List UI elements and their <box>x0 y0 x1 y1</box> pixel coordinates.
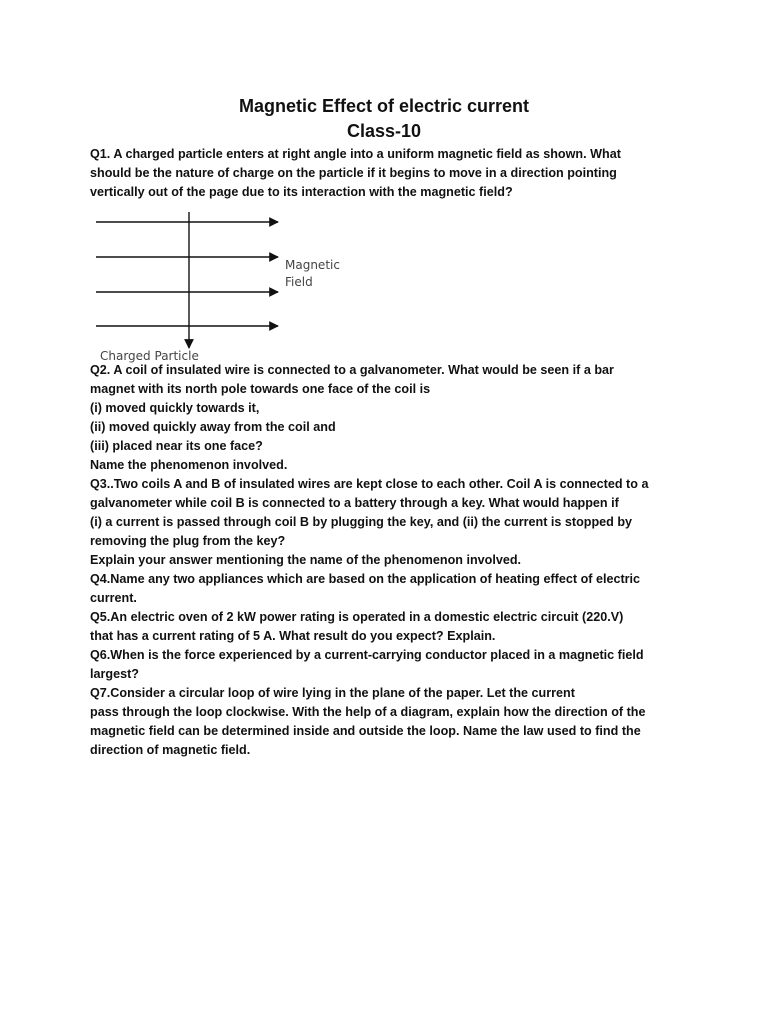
question-6-line: Q6.When is the force experienced by a current-carrying conductor placed in a magnetic field <box>90 648 644 662</box>
question-5-line: that has a current rating of 5 A. What result do you expect? Explain. <box>90 629 496 643</box>
question-3-line: Q3..Two coils A and B of insulated wires are kept close to each other. Coil A is connected to a <box>90 477 649 491</box>
question-2-line: (i) moved quickly towards it, <box>90 401 260 415</box>
document-title: Magnetic Effect of electric current <box>238 96 530 116</box>
question-7-line: pass through the loop clockwise. With the help of a diagram, explain how the direction of the <box>90 705 646 719</box>
question-3-line: Explain your answer mentioning the name of the phenomenon involved. <box>90 553 522 567</box>
document-subtitle: Class-10 <box>346 121 422 141</box>
question-4-line: Q4.Name any two appliances which are based on the application of heating effect of electric <box>90 572 641 586</box>
question-1-line: should be the nature of charge on the particle if it begins to move in a direction pointing <box>90 166 617 180</box>
question-5-line: Q5.An electric oven of 2 kW power rating is operated in a domestic electric circuit (220.V) <box>90 610 624 624</box>
question-6 <box>90 646 690 684</box>
particle-label: Charged Particle <box>100 349 199 363</box>
question-2-line: Q2. A coil of insulated wire is connected to a galvanometer. What would be seen if a bar <box>90 363 614 377</box>
question-7-line: magnetic field can be determined inside and outside the loop. Name the law used to find the <box>90 724 641 738</box>
question-7-line: direction of magnetic field. <box>90 743 251 757</box>
question-6-line: largest? <box>90 667 139 681</box>
question-1 <box>90 145 690 202</box>
question-2-line: (ii) moved quickly away from the coil and <box>90 420 336 434</box>
question-3-line: galvanometer while coil B is connected to a battery through a key. What would happen if <box>90 496 619 510</box>
field-label-line-1: Magnetic <box>285 258 340 272</box>
question-4-line: current. <box>90 591 137 605</box>
question-3-line: removing the plug from the key? <box>90 534 286 548</box>
question-1-line: Q1. A charged particle enters at right angle into a uniform magnetic field as shown. What <box>90 147 621 161</box>
field-label-line-2: Field <box>285 275 313 289</box>
question-7-line: Q7.Consider a circular loop of wire lying in the plane of the paper. Let the current <box>90 686 575 700</box>
question-3-line: (i) a current is passed through coil B by plugging the key, and (ii) the current is stopped by <box>90 515 633 529</box>
question-2-line: magnet with its north pole towards one face of the coil is <box>90 382 431 396</box>
question-2 <box>90 361 690 475</box>
magnetic-field-diagram <box>92 212 382 364</box>
question-5 <box>90 608 690 646</box>
question-1-line: vertically out of the page due to its interaction with the magnetic field? <box>90 185 513 199</box>
question-4 <box>90 570 690 608</box>
question-3 <box>90 475 690 570</box>
question-2-line: Name the phenomenon involved. <box>90 458 288 472</box>
question-2-line: (iii) placed near its one face? <box>90 439 263 453</box>
question-7 <box>90 684 690 760</box>
